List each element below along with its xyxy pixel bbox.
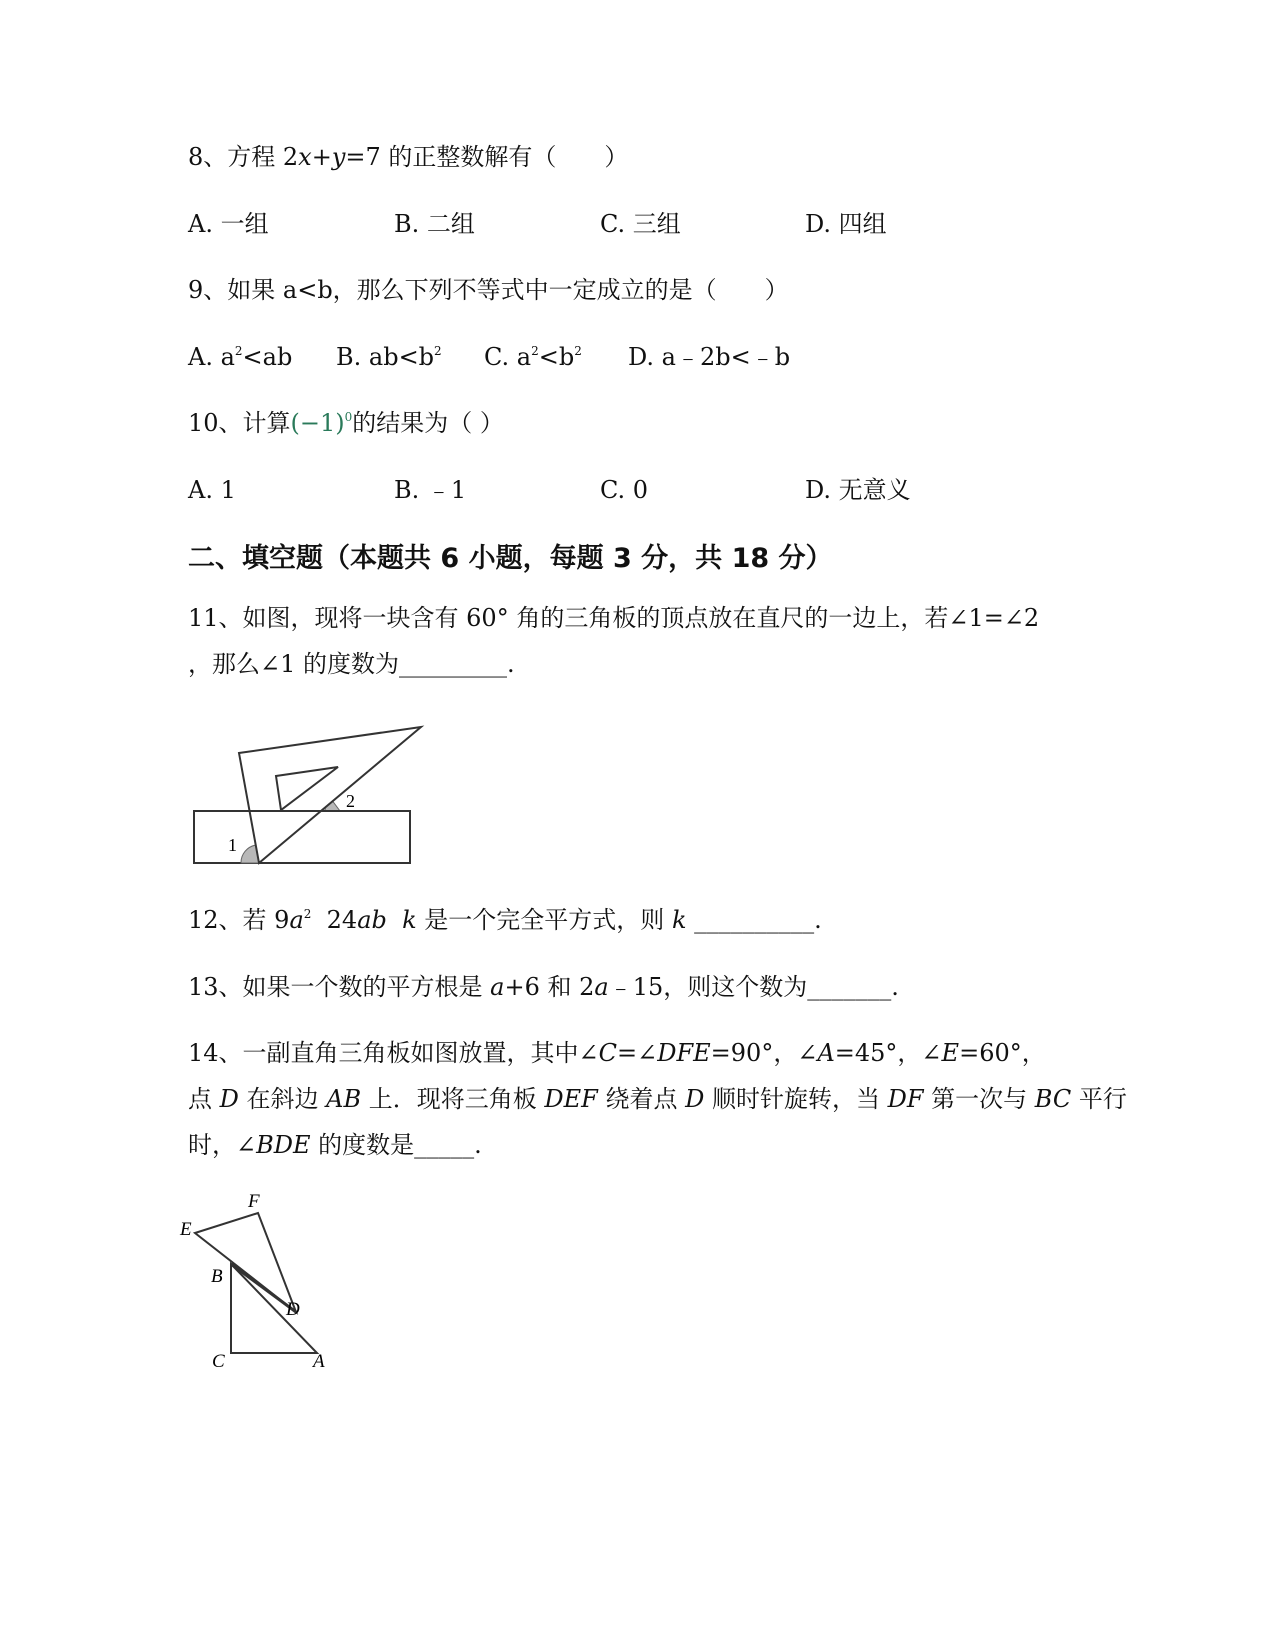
q12-text-mid: 24 — [311, 906, 358, 934]
q12-sup: 2 — [303, 907, 312, 921]
q10-expr-base: (−1) — [290, 409, 345, 437]
q9-option-b — [336, 342, 442, 372]
section-2-heading: 二、填空题（本题共 6 小题，每题 3 分，共 18 分） — [188, 543, 833, 574]
q14-l2-t5: 顺时针旋转，当 — [704, 1085, 888, 1113]
q14-label-c: C — [212, 1351, 225, 1372]
q12-answer-blank: __________. — [694, 906, 822, 934]
q12-var-k: k — [402, 906, 417, 934]
q10-option-d: D. 无意义 — [805, 476, 911, 504]
q14-l2-t6: 第一次与 — [923, 1085, 1035, 1113]
q11-line-2: ，那么∠1 的度数为_________. — [188, 650, 515, 678]
q14-l2-t1: 点 — [188, 1085, 220, 1113]
q14-line-2 — [188, 1084, 1127, 1114]
q8-plus: + — [311, 143, 332, 171]
q14-l3-t1: 时，∠ — [188, 1131, 257, 1159]
q8-text-pre: 8、方程 2 — [188, 143, 299, 171]
q12-var-k-2: k — [671, 906, 687, 934]
q9-option-d: D. a﹣2b<﹣b — [628, 343, 791, 371]
q11-line-1: 11、如图，现将一块含有 60° 角的三角板的顶点放在直尺的一边上，若∠1=∠2 — [188, 604, 1040, 632]
q14-label-b: B — [211, 1266, 223, 1287]
q9-a-post: <ab — [242, 343, 293, 371]
q13-text-pre: 13、如果一个数的平方根是 — [188, 973, 491, 1001]
q8-var-y: y — [331, 143, 346, 171]
q12-line — [188, 905, 822, 935]
q14-var-bde: BDE — [256, 1131, 311, 1159]
q14-l2-t4: 绕着点 — [597, 1085, 686, 1113]
q14-label-e: E — [180, 1219, 192, 1240]
q12-text-post: 是一个完全平方式，则 — [416, 906, 672, 934]
q13-text-mid: +6 和 2 — [504, 973, 595, 1001]
q10-text-pre: 10、计算 — [188, 409, 291, 437]
q14-l2-t2: 在斜边 — [238, 1085, 327, 1113]
q11-figure — [180, 715, 440, 875]
q8-var-x: x — [298, 143, 312, 171]
q9-stem: 9、如果 a<b，那么下列不等式中一定成立的是（ ） — [188, 276, 789, 304]
q9-a-sup: 2 — [234, 344, 243, 358]
q8-option-b: B. 二组 — [394, 210, 475, 238]
q14-l1-t1: 14、一副直角三角板如图放置，其中∠ — [188, 1039, 599, 1067]
q14-figure — [178, 1185, 348, 1375]
q14-l3-t2: 的度数是_____. — [310, 1131, 482, 1159]
q14-l1-t5: =60°， — [959, 1039, 1046, 1067]
q14-var-bc: BC — [1034, 1085, 1072, 1113]
q9-option-c — [484, 342, 582, 372]
q14-line-1 — [188, 1038, 1046, 1068]
q8-text-post: =7 的正整数解有（ ） — [345, 143, 629, 171]
q9-c-sup2: 2 — [574, 344, 582, 358]
q9-b-pre: B. ab<b — [336, 343, 435, 371]
q14-label-f: F — [248, 1191, 260, 1212]
q14-triangle-def — [195, 1213, 296, 1312]
q12-text-pre: 12、若 9 — [188, 906, 290, 934]
q12-var-a: a — [289, 906, 304, 934]
q14-l1-t2: =∠ — [617, 1039, 658, 1067]
q11-label-1: 1 — [228, 835, 237, 855]
q9-a-pre: A. a — [188, 343, 235, 371]
q14-label-a: A — [313, 1351, 325, 1372]
q11-set-square — [239, 727, 421, 863]
q12-var-ab: ab — [357, 906, 387, 934]
q11-label-2: 2 — [346, 791, 355, 811]
q8-option-a: A. 一组 — [188, 210, 269, 238]
q14-var-c: C — [598, 1039, 618, 1067]
q10-option-c: C. 0 — [600, 476, 649, 504]
q14-l2-t7: 平行 — [1071, 1085, 1127, 1113]
q14-l1-t3: =90°，∠ — [710, 1039, 818, 1067]
q14-var-ab: AB — [326, 1085, 362, 1113]
q14-triangle-abc — [231, 1264, 317, 1353]
q12-space — [387, 906, 402, 934]
q13-line — [188, 972, 899, 1002]
q14-var-dfe: DFE — [657, 1039, 711, 1067]
q10-text-post: 的结果为（ ） — [352, 409, 504, 437]
q8-option-d: D. 四组 — [805, 210, 887, 238]
q8-stem — [188, 142, 628, 172]
q14-var-a: A — [817, 1039, 835, 1067]
q14-l2-t3: 上．现将三角板 — [361, 1085, 545, 1113]
q10-option-b: B. ﹣1 — [394, 476, 467, 504]
q9-option-a — [188, 342, 292, 372]
q10-expr-exponent: 0 — [344, 410, 353, 424]
q9-c-pre: C. a — [484, 343, 532, 371]
q9-b-sup: 2 — [434, 344, 442, 358]
q12-space-2 — [686, 906, 694, 934]
q14-var-d-2: D — [685, 1085, 705, 1113]
q10-expression — [291, 409, 353, 437]
q14-var-d: D — [219, 1085, 239, 1113]
q14-label-d: D — [286, 1299, 300, 1320]
q9-c-sup: 2 — [531, 344, 539, 358]
q14-var-e: E — [941, 1039, 960, 1067]
q9-c-mid: <b — [538, 343, 575, 371]
q14-var-def: DEF — [544, 1085, 598, 1113]
q14-var-df: DF — [887, 1085, 924, 1113]
q13-text-post: ﹣15，则这个数为_______. — [608, 973, 899, 1001]
q8-option-c: C. 三组 — [600, 210, 681, 238]
q10-stem — [188, 408, 504, 438]
q14-line-3 — [188, 1130, 482, 1160]
q13-var-a-2: a — [594, 973, 609, 1001]
q13-var-a: a — [490, 973, 505, 1001]
q10-option-a: A. 1 — [188, 476, 236, 504]
q14-l1-t4: =45°，∠ — [834, 1039, 942, 1067]
